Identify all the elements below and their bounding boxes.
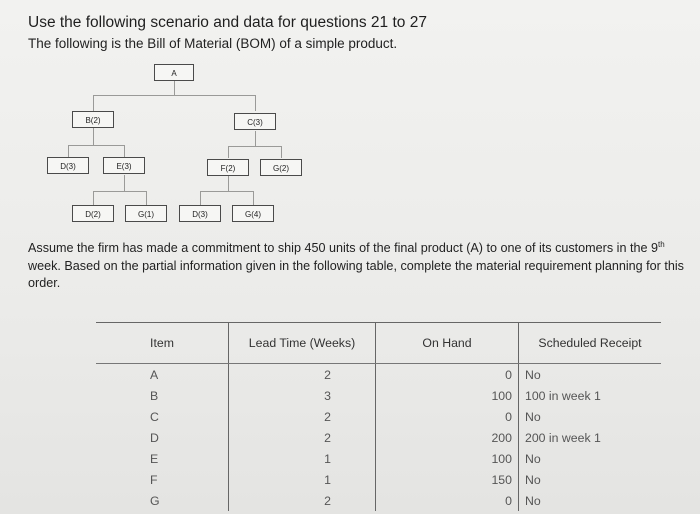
table-row — [96, 385, 661, 406]
bom-node-b: B(2) — [72, 111, 114, 128]
table-row — [96, 364, 661, 386]
bom-node-g-under-e: G(1) — [125, 205, 167, 222]
cell-on-hand: 100 — [376, 448, 519, 469]
cell-lead-time: 1 — [229, 469, 376, 490]
cell-scheduled-receipt: No — [525, 472, 541, 487]
table-row — [96, 469, 661, 490]
cell-item: A — [96, 364, 229, 386]
table-row — [96, 490, 661, 511]
table-row — [96, 427, 661, 448]
scenario-paragraph — [28, 240, 690, 293]
cell-scheduled-receipt: No — [525, 451, 541, 466]
paragraph-text-start: Assume the firm has made a commitment to ship 450 units of the final product (A) to one of its customers in the 9 — [28, 241, 658, 255]
page-subtitle: The following is the Bill of Material (BOM) of a simple product. — [28, 36, 398, 51]
cell-item: E — [96, 448, 229, 469]
cell-lead-time: 1 — [229, 448, 376, 469]
cell-scheduled-receipt: 200 in week 1 — [525, 430, 601, 445]
column-header-item: Item — [96, 323, 229, 364]
cell-item: D — [96, 427, 229, 448]
bom-node-e: E(3) — [103, 157, 145, 174]
cell-scheduled-receipt: 100 in week 1 — [525, 388, 601, 403]
cell-lead-time: 2 — [229, 490, 376, 511]
cell-scheduled-receipt: No — [525, 493, 541, 508]
bom-node-d-under-b: D(3) — [47, 157, 89, 174]
cell-on-hand: 150 — [376, 469, 519, 490]
bom-node-c: C(3) — [234, 113, 276, 130]
cell-on-hand: 200 — [376, 427, 519, 448]
cell-on-hand: 0 — [376, 490, 519, 511]
page-title: Use the following scenario and data for questions 21 to 27 — [28, 14, 427, 31]
cell-on-hand: 0 — [376, 364, 519, 386]
table-row — [96, 406, 661, 427]
bom-node-d-under-f: D(3) — [179, 205, 221, 222]
table-header-row — [96, 323, 661, 364]
bom-node-g-under-f: G(4) — [232, 205, 274, 222]
cell-lead-time: 2 — [229, 427, 376, 448]
column-header-scheduled-receipt: Scheduled Receipt — [519, 323, 662, 364]
cell-lead-time: 2 — [229, 364, 376, 386]
cell-item: C — [96, 406, 229, 427]
ordinal-superscript: th — [657, 239, 665, 249]
column-header-lead-time: Lead Time (Weeks) — [229, 323, 376, 364]
bom-node-a: A — [154, 64, 194, 81]
cell-lead-time: 2 — [229, 406, 376, 427]
cell-item: B — [96, 385, 229, 406]
cell-scheduled-receipt: No — [525, 409, 541, 424]
bom-node-f: F(2) — [207, 159, 249, 176]
cell-lead-time: 3 — [229, 385, 376, 406]
table-row — [96, 448, 661, 469]
column-header-on-hand: On Hand — [376, 323, 519, 364]
cell-item: F — [96, 469, 229, 490]
bom-node-g-under-c: G(2) — [260, 159, 302, 176]
cell-item: G — [96, 490, 229, 511]
bom-node-d-under-e: D(2) — [72, 205, 114, 222]
paragraph-text-end: week. Based on the partial information given in the following table, complete the material requirement planning for this order. — [28, 258, 684, 290]
cell-on-hand: 100 — [376, 385, 519, 406]
item-data-table — [96, 322, 661, 511]
cell-on-hand: 0 — [376, 406, 519, 427]
cell-scheduled-receipt: No — [525, 367, 541, 382]
